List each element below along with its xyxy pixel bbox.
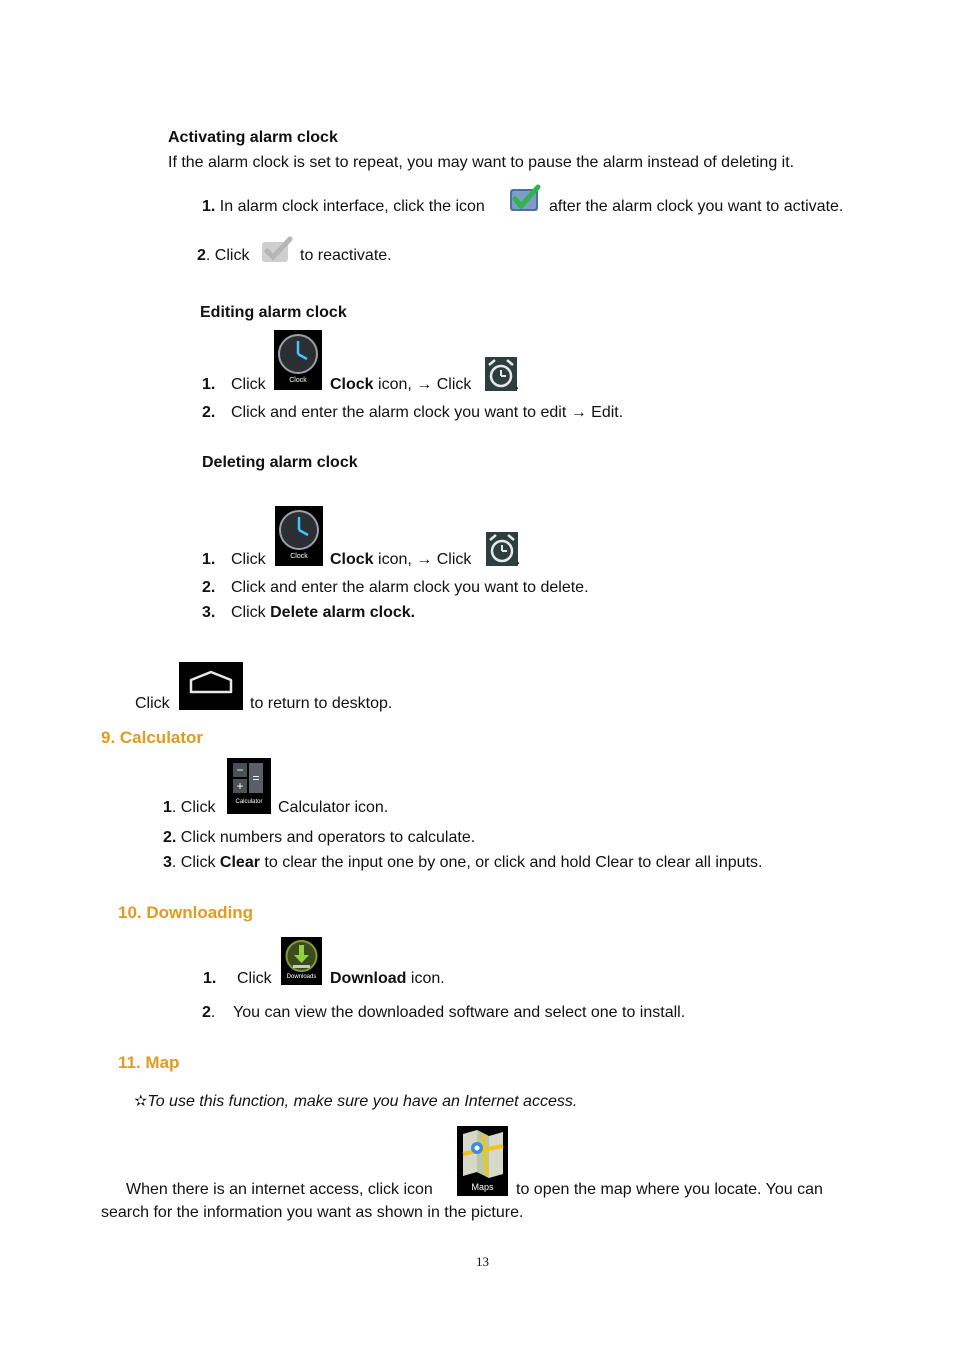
activating-step-2-tail: to reactivate. bbox=[300, 247, 392, 264]
click-text: Click bbox=[237, 970, 272, 987]
step-number: 3. bbox=[202, 604, 216, 621]
activating-heading: Activating alarm clock bbox=[168, 129, 338, 146]
alarm-clock-icon[interactable] bbox=[485, 357, 517, 391]
calculator-app-icon[interactable] bbox=[227, 758, 271, 814]
calculator-step-1-tail: Calculator icon. bbox=[278, 799, 389, 816]
clock-icon-label: Clock bbox=[289, 377, 307, 384]
click-text: Click bbox=[231, 551, 266, 568]
step-number: 1. bbox=[203, 970, 217, 987]
downloading-step-2-num: 2. bbox=[202, 1004, 216, 1021]
downloading-step-2-text: You can view the downloaded software and select one to install. bbox=[233, 1004, 686, 1021]
downloads-app-icon[interactable] bbox=[281, 937, 322, 985]
minus-key: − bbox=[233, 763, 247, 777]
period: . bbox=[516, 551, 521, 568]
calculator-icon-label: Calculator bbox=[235, 799, 263, 805]
activating-intro: If the alarm clock is set to repeat, you may want to pause the alarm instead of deleting it. bbox=[168, 154, 795, 171]
downloading-heading: 10. Downloading bbox=[118, 903, 254, 922]
home-button-icon[interactable] bbox=[179, 662, 243, 710]
home-rest-text: to return to desktop. bbox=[250, 695, 393, 712]
calculator-step-3: 3. Click Clear to clear the input one by one, or click and hold Clear to clear all inputs. bbox=[163, 854, 763, 871]
map-heading: 11. Map bbox=[118, 1053, 180, 1072]
step-number: 2. bbox=[202, 404, 216, 421]
deleting-heading: Deleting alarm clock bbox=[202, 454, 358, 471]
maps-app-icon[interactable] bbox=[457, 1126, 508, 1196]
editing-step-2-text: Click and enter the alarm clock you want to edit → Edit. bbox=[231, 404, 624, 421]
period: . bbox=[515, 376, 520, 393]
alarm-clock-icon[interactable] bbox=[486, 532, 518, 566]
calculator-step-1: 1. Click bbox=[163, 799, 216, 816]
editing-heading: Editing alarm clock bbox=[200, 304, 347, 321]
star-icon: ✫ bbox=[134, 1093, 148, 1110]
check-active-icon[interactable] bbox=[508, 183, 542, 213]
clock-app-icon[interactable] bbox=[275, 506, 323, 566]
step-number: 2. bbox=[202, 579, 216, 596]
equals-key: = bbox=[249, 763, 263, 793]
activating-step-1-tail: after the alarm clock you want to activate. bbox=[549, 198, 844, 215]
check-inactive-icon[interactable] bbox=[261, 236, 293, 264]
map-para-line-2: search for the information you want as shown in the picture. bbox=[101, 1204, 524, 1221]
activating-step-2: 2. Click bbox=[197, 247, 250, 264]
home-click-text: Click bbox=[135, 695, 170, 712]
activating-step-1 bbox=[202, 197, 485, 217]
maps-icon-label: Maps bbox=[471, 1182, 494, 1192]
step-number: 2 bbox=[197, 247, 206, 264]
deleting-step-1-text: Clock icon, → Click bbox=[330, 551, 472, 568]
clock-app-icon[interactable] bbox=[274, 330, 322, 390]
clock-icon-label: Clock bbox=[290, 553, 308, 560]
step-number: 1. bbox=[202, 376, 216, 393]
calculator-heading: 9. Calculator bbox=[101, 728, 204, 747]
step-number: 1. bbox=[202, 198, 216, 215]
deleting-step-3-text: Click Delete alarm clock. bbox=[231, 604, 416, 621]
editing-step-1-text: Clock icon, → Click bbox=[330, 376, 472, 393]
calculator-step-2: 2. Click numbers and operators to calculate. bbox=[163, 829, 476, 846]
map-para-line-1a: When there is an internet access, click icon bbox=[126, 1181, 433, 1198]
map-note: ✫To use this function, make sure you have an Internet access. bbox=[134, 1093, 578, 1110]
plus-key: + bbox=[233, 779, 247, 793]
page-number: 13 bbox=[476, 1254, 489, 1269]
downloads-icon-label: Downloads bbox=[286, 974, 317, 980]
step-number: 1. bbox=[202, 551, 216, 568]
downloading-step-1-text: Download icon. bbox=[330, 970, 445, 987]
click-text: Click bbox=[231, 376, 266, 393]
deleting-step-2-text: Click and enter the alarm clock you want to delete. bbox=[231, 579, 589, 596]
map-para-line-1b: to open the map where you locate. You can bbox=[516, 1181, 823, 1198]
step-text: In alarm clock interface, click the icon bbox=[219, 198, 485, 215]
